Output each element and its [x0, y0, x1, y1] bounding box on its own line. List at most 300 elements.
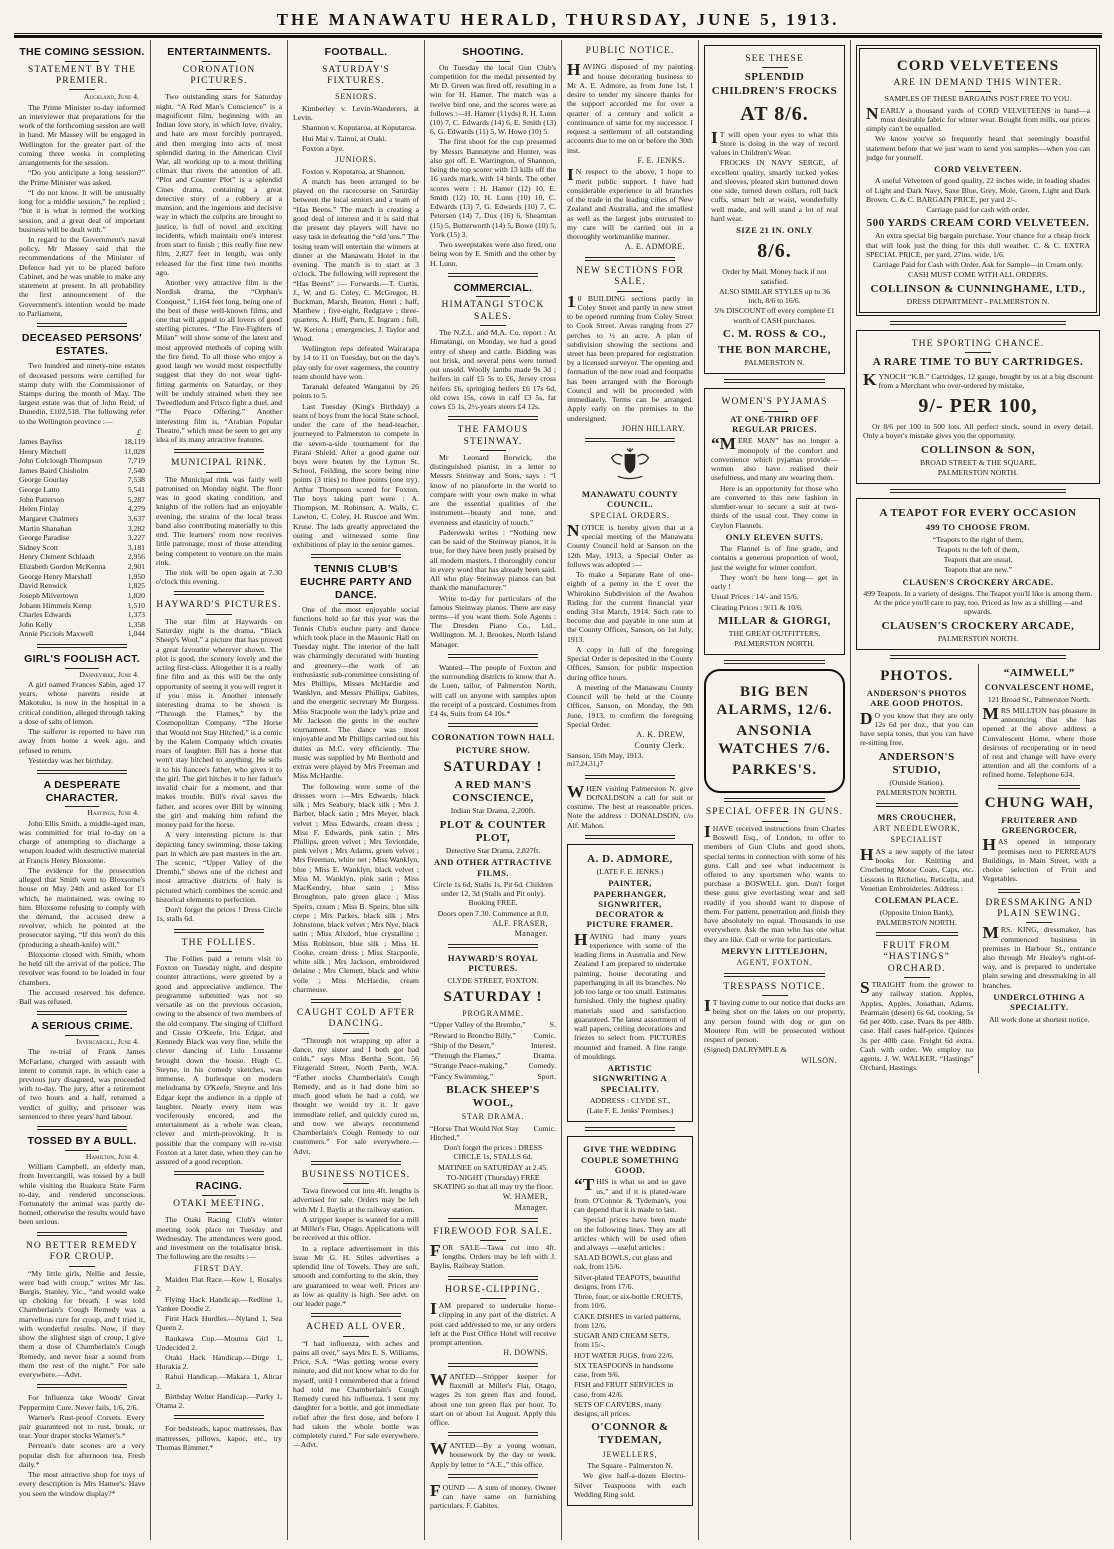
- centered-text: 121 Broad St., Palmerston North.: [987, 694, 1091, 704]
- ad-title: A. D. ADMORE,: [587, 852, 673, 865]
- program-film-title: “Strange Peace-making,”: [430, 1061, 508, 1071]
- paragraph: FOUND — A sum of money. Owner can have same on furnishing particulars. F. Gabites.: [430, 1480, 556, 1511]
- ad-title: MILLAR & GIORGI,: [718, 614, 831, 627]
- estate-name: George Paradise: [19, 533, 70, 543]
- centered-text: Carriage Paid for Cash with Order. Ask for Sample—in Cream only.: [872, 260, 1083, 270]
- article-kicker: A DESPERATE CHARACTER.: [19, 779, 145, 807]
- estate-name: John Colclough Thompson: [19, 456, 103, 466]
- article-separator: [448, 416, 539, 420]
- paragraph: Otaki Hack Handicap.—Dirge 1, Hurakia 2.: [156, 1353, 282, 1372]
- article-separator: [876, 932, 958, 936]
- paragraph: Last Tuesday (King's Birthday) a team of boys from the local State school, under the care of the head-teacher, journeyed to Palmerston to compete in the seven-a-side tournament for the Pirani Shield. After a good game our boys were beaten by the Lytton St. School, Feilding, the score being nine points (3 tries) to three points (one try). Arthur Thompson scored for Foxton. The boys taking part were : A. Thompson, M. Robinson, A. Walls, C. Lawton, C. Coley, H. Ruscoe and Wm. Kruse. The lads greatly appreciated the outing and witnessed some fine exhibitions of play in the senior games.: [293, 401, 419, 550]
- article-shooting: [430, 46, 556, 268]
- column-1: [14, 40, 151, 1540]
- ad-display-large: AT 8/6.: [740, 102, 809, 125]
- article-separator: [448, 944, 539, 948]
- article-kicker: ENTERTAINMENTS.: [156, 46, 282, 62]
- article-kicker: DECEASED PERSONS' ESTATES.: [19, 332, 145, 360]
- centered-text: PALMERSTON NORTH.: [734, 639, 815, 649]
- estate-value: 3,181: [127, 542, 145, 552]
- centered-text: Detective Star Drama, 2,827ft.: [445, 845, 541, 855]
- centered-text: (Outside Station).: [889, 778, 945, 788]
- article-serious-crime: [19, 1020, 145, 1121]
- article-heading: CAUGHT COLD AFTER DANCING.: [293, 1008, 419, 1034]
- estate-value: 1,044: [127, 629, 145, 639]
- centered-text: “Teapots to the right of them,: [932, 534, 1024, 544]
- article-separator: [37, 770, 128, 774]
- article-separator: [448, 1218, 539, 1222]
- paragraph: IT having come to our notice that ducks are being shot on the lakes on our property, any person found with dog or gun on Moutere Run will be prosecuted without respect of person.: [704, 996, 845, 1045]
- article-separator: [724, 798, 826, 802]
- ad-display-large: 8/6.: [757, 240, 792, 263]
- centered-text: PALMERSTON NORTH.: [937, 468, 1019, 477]
- paragraph: SUGAR AND CREAM SETS, from 15/-.: [574, 1331, 670, 1350]
- ad-title: A TEAPOT FOR EVERY OCCASION: [879, 507, 1077, 520]
- centered-text: PALMERSTON NORTH.: [876, 788, 957, 798]
- centered-text: Carriage paid for cash with order.: [926, 205, 1030, 215]
- article-separator: [37, 1126, 128, 1130]
- estate-name: Margaret Chalmers: [19, 513, 79, 523]
- program-line: [430, 1041, 556, 1050]
- estate-row: [19, 495, 145, 505]
- paragraph: Sanson, 15th May, 1913.: [567, 751, 644, 761]
- article-heading: OTAKI MEETING.: [156, 1199, 282, 1213]
- estate-row: [19, 552, 145, 562]
- article-kicker: A SERIOUS CRIME.: [19, 1020, 145, 1036]
- estate-name: George Latto: [19, 485, 60, 495]
- signature: H. DOWNS.: [503, 1348, 548, 1358]
- masthead-title: THE MANAWATU HERALD, THURSDAY, JUNE 5, 1913.: [276, 10, 840, 29]
- ad-heading: CLAUSEN'S CROCKERY ARCADE.: [902, 576, 1054, 587]
- article-business-notices: [293, 1170, 419, 1308]
- paragraph: A meeting of the Manawatu County Council will be held at the County Offices, Sanson, on Monday, the 9th June, 1913, to confirm the foregoing Special Order.: [567, 682, 693, 729]
- paragraph: IN respect to the above, I hope to merit public support. I have had considerable experience in all branches of the trade in the leading cities of New Zealand and Australia, and the smallest as well as the largest jobs entrusted to my care will be carried out in a thoroughly workmanlike manner.: [567, 165, 693, 241]
- centered-text: PALMERSTON N.: [744, 358, 805, 368]
- ad-heading: MERVYN LITTLEJOHN,: [721, 945, 828, 956]
- paragraph: 10 BUILDING sections partly in Coley Street and partly in new street to be opened running from Coley Street to Cook Street. Areas ranging from 27 perches to ½ an acre. A plan of subdivision showing the sections and street has been prepared for registration by a licensed surveyor. The opening and formation of the new road and footpaths has been arranged with the Borough Council and will be proceeded with immediately. Terms can be arranged. Apply early on the premises to the undersigned.: [567, 291, 693, 423]
- article-heading: HAYWARD'S PICTURES.: [156, 600, 282, 614]
- estate-value: 11,028: [124, 446, 145, 456]
- ad-heading: PICTURE SHOW.: [455, 744, 531, 755]
- paragraph: Usual Prices : 14/- and 15/6.: [711, 592, 799, 602]
- estate-value: 5,287: [127, 494, 145, 504]
- article-coming-session: [19, 46, 145, 318]
- article-haywards-pictures: [156, 600, 282, 923]
- paragraph: “I do not know. It will be unusually long for a middle session,” he replied ; “but it is what is termed the working session, and a great deal of important business will be dealt with.”: [19, 187, 145, 234]
- estate-name: Martin Shanahan: [19, 523, 72, 533]
- paragraph: “Through not wrapping up after a dance, my sister and I both got bad colds,” says Miss Bertha Scott, 56 Fitzgerald Street, North Perth, W.A. “Father stocks Chamberlain's Cough Remedy, and as it had done him so much good when he had a cold, we thought we would try it. It gave immediate relief, and quickly cured us, and now we always recommend Chamberlain's Cough Remedy to our customers.” For sale everywhere.—Advt.: [293, 1035, 419, 1156]
- article-separator: [37, 1011, 128, 1015]
- estate-name: Johann Himmels Kemp: [19, 600, 92, 610]
- paragraph: SETS OF CARVERS, many designs, all prices.: [574, 1399, 662, 1418]
- article-heading: SEE THESE: [711, 54, 838, 68]
- article-separator: [311, 1161, 402, 1165]
- paragraph: Bloxsome closed with Smith, whom he held till the arrival of the police. The revolver was found to be loaded in four chambers.: [19, 949, 145, 987]
- estate-row: [19, 572, 145, 582]
- paragraph: Clearing Prices : 9/11 & 10/6.: [711, 602, 803, 612]
- program-line: [430, 1031, 556, 1040]
- fine-print: m17,24,31,j7: [567, 761, 604, 769]
- article-separator: [37, 644, 128, 648]
- article-deceased-estates: [19, 332, 145, 639]
- article-the-follies: [156, 938, 282, 1167]
- paragraph: “My little girls, Nellie and Jessie, were bad with croup,” writes Mr Jas. Burgis, Stanley, Vic., “and would wake up choking for breath. I was told Chamberlain's Cough Remedy was a marvellous cure for croup, and I tried it, with wonderful results. Now, if they show the slightest sign of croup, I give them a dose of Chamberlain's Cough Remedy, and never hear a sound from them the rest of the night.” For sale everywhere.—Advt.: [19, 1268, 145, 1380]
- article-separator: [890, 655, 1066, 659]
- article-football: [293, 46, 419, 549]
- paragraph: Tawa firewood cut into 4ft. lengths is advertised for sale. Orders may be left with Mr J. Baylis at the railway station.: [293, 1186, 419, 1214]
- ad-cord-velveteens: [856, 45, 1100, 316]
- paragraph: The first shoot for the cup presented by Messrs Bannatyne and Hunter, was also got off. E. Warrington, of Shannon, being the top scorer with 13 kills off the 16 yards mark, with 14 birds. The other scores were : H. Hamer (12) 10, E. Smith (12) 10, H. Lunn (10) 10, C. Edwards (13) 7, G. Edwards (10) 7, C. Petersen (14) 7, Dux (16) 6, Shearman (15) 5, Butterworth (14) 5, Bowe (10) 5, York (15) 3.: [430, 137, 556, 239]
- estate-name: George Henry Marshall: [19, 571, 92, 581]
- paragraph: The Otaki Racing Club's winter meeting took place on Tuesday and Wednesday. The attendances were good, and investment on the totalisator brisk. The following are the results :—: [156, 1215, 282, 1262]
- centered-text: Doors open 7.30. Commence at 8.0.: [437, 908, 549, 918]
- article-separator: [448, 1276, 539, 1280]
- paragraph: “I had influenza, with aches and pains all over,” says Mrs E. S. Williams, Price, S.A. “Was getting worse every minute, and did not know what to do for myself, until I remembered that a friend had told me Chamberlain's Cough Remedy cured his influenza. I sent my daughter for a bottle, and got immediate relief after the first dose, and before I had taken the whole bottle was completely cured.” For sale everywhere.—Advt.: [293, 1338, 419, 1450]
- paragraph: Another very attractive film is the Nordisk drama, the “Orphan's Conquest,” 1,164 feet long, being one of the best of these well-known films, and one that will appeal to all lovers of good sterling pictures. “The Fire-Fighters of Milan” will show some of the latest and most approved methods of coping with the fire fiend. To all those who enjoy a good laugh we would most respectfully suggest that they do not wear tight-fitting garments on Saturday, or they will be unduly strained when they see Tweedledum and Frisco fight a duel, and “The Peace Offering.” Another interesting film is, “Arabian Popular Theatre,” which must be seen to get any idea of its many attractive features.: [156, 278, 282, 445]
- ad-heading: COLEMAN PLACE.: [874, 895, 959, 906]
- paragraph: STRAIGHT from the grower to any railway station. Apples, Apples, Apples, Jonathan, Adams, Pearmain (desert) 6s 6d, cooking, 5s 6d per 40lb. case. Pears 8s per 48lb. case. Half cases half-price. Quinces 3s per 40lb case. Freight 6d extra. Cash with order. We employ no agents. J. W. WALKER, “Hastings” Orchard, Hastings.: [860, 978, 974, 1073]
- program-film-genre: Comic.: [533, 1030, 556, 1040]
- ad-display: CHUNG WAH,: [984, 794, 1094, 811]
- ad-oconnor-tydeman: [567, 1136, 693, 1506]
- paragraph: Mr Leonard Borwick, the distinguished pianist, in a letter to Messrs Steinway and Sons, says : “I know of no pianoforte in the world to compare with your own make in what are the essential qualities of the instrument—beauty and tone, and evenness and elasticity of touch.”: [430, 453, 556, 527]
- article-separator: [174, 929, 265, 933]
- paragraph: Don't forget the prices ! Dress Circle 1s, stalls 6d.: [156, 905, 282, 924]
- centered-text: CLYDE STREET, FOXTON.: [447, 975, 539, 985]
- program-film-genre: S.: [549, 1020, 556, 1030]
- article-racing-otaki: [156, 1180, 282, 1410]
- ad-wanted-housework: [430, 1441, 556, 1469]
- ad-title: “AIMWELL”: [1003, 667, 1075, 680]
- estate-row: [19, 620, 145, 630]
- paragraph: MRS. KING, dressmaker, has commenced business in premises in Harbour St., entrance also through Mr Healey's right-of-way, and is prepared to undertake plain sewing and dressmaking in all branches.: [982, 923, 1096, 990]
- paragraph: Or 8/6 per 100 in 500 lots. All perfect stock, sound in every detail. Only a buyer's mistake gives you the opportunity.: [863, 422, 1093, 441]
- sub-heading: SENIORS.: [335, 92, 377, 102]
- paragraph: Shannon v. Koputaroa, at Koputaroa.: [302, 123, 417, 133]
- paragraph: WANTED—By a young woman, housework by the day or week. Apply by letter to “A.E.,” this office.: [430, 1439, 556, 1469]
- ad-title: BLACK SHEEP'S WOOL,: [446, 1083, 540, 1109]
- program-film-genre: Interest.: [531, 1040, 556, 1050]
- paragraph: The following were some of the dresses worn :—Mrs Edwards, black silk ; Mrs Seabury, black silk ; Mrs J. Barber, black satin ; Mrs Meyer, black velvet ; Miss Edwards, cream dress ; Miss F. Edwards, pink satin ; Mrs Phillips, green velvet ; Mrs Teviotdale, pink velvet ; Mrs Adams, green velvet ; Mrs Freeman, white net ; Miss Wanklyn, blue ; Miss E. Wanklyn, black velvet ; Miss M. Wanklyn, pink satin ; Miss MacKendry, blue satin ; Miss Broughton, pale green glace ; Miss Speirs, cream ; Miss B. Speirs, blue silk crepe ; Mrs Parkes, black silk ; Mrs Johnstone, black velvet ; Mrs Nye, black satin ; Miss Alxdorf, blue crystalline ; Miss Robinson, blue silk ; Miss H. Cooke, cream dress ; Miss Stacpoole, white silk ; Mrs Jackson, embroidered delaine ; Mrs Clemett, black and white voile ; Miss McHardie, cream charmeuse.: [293, 781, 419, 994]
- estate-name: James Baird Chisholm: [19, 465, 89, 475]
- ad-display-large: 9/- PER 100,: [918, 395, 1038, 418]
- estate-row: [19, 533, 145, 543]
- paragraph: FROCKS IN NAVY SERGE, of excellent quality, smartly tucked yokes and sleeves, pleated skirt buttoned down one side, turned down collars, roll back cuffs, smart belt at waist, wonderfully well made, and will stand a lot of real hard wear.: [711, 158, 838, 223]
- article-separator: [448, 273, 539, 277]
- paragraph: NOTICE is hereby given that at a special meeting of the Manawatu County Council held at Sanson on the 12th May, 1913, a Special Order as follows was adopted :—: [567, 520, 693, 569]
- estate-name: David Renwick: [19, 581, 68, 591]
- sub-heading: AGENT, FOXTON.: [736, 958, 813, 968]
- paragraph: The star film at Haywards on Saturday night is the drama, “Black Sheep's Wool,” a picture that has proved a great favourite wherever shown. The plot is good, the scenery lovely and the acting first-class. Altogether it is a really fine film and as this will be the only opportunity of seeing it you will regret it if you miss it. Another intensely interesting drama to be shown is “Through the Flames,” by the Cosmopolitan Company. “The Horse that Would not Stay Hitched,” is a comic by the Kalem Company which creates roars of laughter. Bill has a horse that won't stay hitched to anything. He sells it to his fiancee's father, who gives it to the girl. The girl hitches it to her father's invalid chair for a moment, and that makes trouble. Bill's rival saves the father, and scores over Bill by winning the girl and making him refund the money paid for the horse.: [156, 616, 282, 830]
- paragraph: Perreau's date scones are a very popular dish for afternoon tea. Fresh daily.*: [19, 1441, 145, 1469]
- paragraph: The most attractive shop for toys of every description is Mrs Hamer's. Have you seen the window display?*: [19, 1470, 145, 1498]
- article-heading: HORSE-CLIPPING.: [430, 1285, 556, 1299]
- article-heading: HIMATANGI STOCK SALES.: [430, 300, 556, 326]
- paragraph: For bedsteads, kapoc mattresses, flax mattresses, pillows, kapoc, etc., try Thomas Rimmer.*: [156, 1424, 282, 1452]
- sub-heading: FIRST DAY.: [194, 1263, 244, 1273]
- sub-heading: JEWELLERS,: [602, 1449, 658, 1459]
- column-3: [288, 40, 425, 1540]
- centered-text: THE GREAT OUTFITTERS,: [728, 628, 821, 638]
- article-kicker: FOOTBALL.: [293, 46, 419, 62]
- centered-text: Teapots that are usual,: [943, 555, 1013, 565]
- sub-heading: STAR DRAMA.: [461, 1112, 525, 1122]
- program-film-title: “Upper Valley of the Brembo,”: [430, 1020, 526, 1030]
- paragraph: Flying Hack Handicap.—Redline 1, Yankee Doodle 2.: [156, 1294, 282, 1313]
- ad-aimwell-home: [983, 667, 1097, 780]
- paragraph: Rahui Handicap.—Makara 1, Altcar 2.: [156, 1372, 282, 1391]
- paragraph: IHAVE received instructions from Charles Boswell Esq., of London, to offer to members of Gun Clubs and good shots, special terms in connection with some of his guns. Call and see what inducement is offered to any sportsmen who wants to purchase a BOSWELL gun. Don't forget these guns give everlasting wear and sell readily if you should want to dispose of them. For pattern, penetration and finish they have absolutely no equal. Thousands in use everywhere. Ask the man who has one what they are like. Call or write for particulars.: [704, 821, 845, 944]
- paragraph: One of the most enjoyable social functions held so far this year was the Tennis Club's euchre party and dance which took place in the Masonic Hall on Tuesday night. The interior of the hall was charmingly decorated with bunting and greenery—the work of an enthusiastic sub-committee consisting of Mrs Phillips, Misses McHardie and Wanklyn, and Messrs Phillips, Gabites, and the energetic secretary Mr Burgess. Miss Stacpoole won the lady's prize and Mr Jackson the gents in the euchre tournament. The dance was most enjoyable and Mr Phillips carried out his duties as M.C. very efficiently. The music was supplied by Mr Berthold and extras were played by Mrs Freeman and Miss McHardie.: [293, 605, 419, 781]
- centered-text: The Square - Palmerston N.: [587, 1461, 673, 1471]
- column-6: [699, 40, 851, 1540]
- program-line: [430, 1061, 556, 1070]
- ad-display: SATURDAY !: [443, 988, 543, 1005]
- paragraph: Raukawa Cup.—Moutoa Girl 1, Undecided 2.: [156, 1333, 282, 1352]
- paragraph: William Campbell, an elderly man, from Invercargill, was tossed by a bull while visiting the Ruakura State Farm to-day, and rendered unconscious. Fortunately the animal was partly de-horned, otherwise the results would have been serious.: [19, 1162, 145, 1227]
- centered-text: BROAD STREET & THE SQUARE,: [919, 457, 1037, 467]
- program-film-genre: Comic.: [533, 1123, 556, 1133]
- signature: Manager.: [514, 1203, 548, 1212]
- article-separator: [37, 323, 128, 327]
- article-separator: [890, 321, 1066, 325]
- ad-title: 500 YARDS CREAM CORD VELVETEEN.: [866, 217, 1090, 230]
- article-separator: [174, 591, 265, 595]
- article-desperate-character: [19, 779, 145, 1006]
- ad-display: CORD VELVETEENS: [896, 58, 1060, 74]
- centered-text: MATINEE on SATURDAY at 2.45.: [437, 1162, 549, 1172]
- paragraph: “THIS is what so and so gave us,” and if it is plated-ware from O'Connor & Tydeman's, you can depend that it is made to last.: [574, 1175, 686, 1215]
- article-heading: THE FOLLIES.: [156, 938, 282, 952]
- article-separator: [448, 1432, 539, 1436]
- signature: WILSON.: [801, 1055, 837, 1065]
- paragraph: Yesterday was her birthday.: [28, 755, 113, 765]
- estate-value: 7,538: [127, 475, 145, 485]
- program-film-genre: Comedy.: [528, 1061, 556, 1071]
- article-separator: [585, 438, 676, 442]
- ad-guns-offer: [704, 807, 845, 967]
- ad-found-money: [430, 1480, 556, 1511]
- article-heading: NEW SECTIONS FOR SALE.: [567, 266, 693, 292]
- centered-text: PALMERSTON NORTH.: [937, 633, 1019, 643]
- paragraph: In a replace advertisement in this issue Mr G. H. Stiles advertises a splendid line of Towels. They are soft, smooth and comforting to the skin, they are guaranteed to wear well. Prices are as low as quality is high. See advt. on our leader page.*: [293, 1243, 419, 1308]
- ad-donaldson: [567, 781, 693, 830]
- sub-column-left: [856, 664, 978, 1073]
- article-heading: CORONATION PICTURES.: [156, 65, 282, 91]
- ad-display: BIG BEN ALARMS, 12/6.: [716, 684, 833, 719]
- ad-haywards-royal: [430, 953, 556, 1213]
- paragraph: WHEN visiting Palmerston N. give DONALDSON a call for suit or costume. The best at reasonable prices. Note the address : DONALDSON, c/o Alf. Mahon.: [567, 781, 693, 830]
- centered-text: DRESS DEPARTMENT - PALMERSTON N.: [906, 296, 1050, 306]
- centered-text: CASH MUST COME WITH ALL ORDERS.: [908, 270, 1048, 280]
- estate-row: [19, 485, 145, 495]
- estate-value: 1,820: [127, 590, 145, 600]
- program-film-genre: Drama.: [533, 1051, 556, 1061]
- article-heading: STATEMENT BY THE PREMIER.: [19, 65, 145, 91]
- estate-name: Henry Mitchell: [19, 446, 67, 456]
- ad-childrens-frocks: [704, 45, 845, 374]
- signature: JOHN HILLARY.: [621, 423, 685, 433]
- centered-text: Teapots to the left of them,: [936, 544, 1020, 554]
- program-film-title: “Reward to Broncho Billy,”: [430, 1030, 516, 1040]
- article-separator: [311, 999, 402, 1003]
- estate-row: [19, 504, 145, 514]
- ad-title: A RARE TIME TO BUY CARTRIDGES.: [872, 356, 1084, 369]
- column-4: [425, 40, 562, 1540]
- ad-caught-cold: [293, 1008, 419, 1156]
- ad-heading: 499 TO CHOOSE FROM.: [925, 522, 1031, 533]
- article-heading: WOMEN'S PYJAMAS: [711, 397, 838, 411]
- article-heading: NO BETTER REMEDY FOR CROUP.: [19, 1241, 145, 1267]
- paragraph: To make a Separate Rate of one-eighth of a penny in the £ over the Whirokino Subdivision of the Awahou Riding for the current financial year ending 31st March, 1914. Such rate to become due and payable in one sum at the County Offices, Sanson, on 1st July, 1913.: [567, 570, 693, 644]
- dateline: Hastings, June 4.: [87, 808, 139, 818]
- article-girls-foolish-act: [19, 653, 145, 765]
- estate-value: 3,227: [127, 533, 145, 543]
- signature: W. HAMER,: [502, 1192, 548, 1202]
- estate-row: [19, 581, 145, 591]
- estate-value: 2,901: [127, 562, 145, 572]
- paragraph: A girl named Frances Sabin, aged 17 years, whose parents reside at Makotuku, is now in the hospital in a critical condition, alleged through taking a dose of salts of lemon.: [19, 680, 145, 726]
- estate-value: 1,950: [127, 571, 145, 581]
- article-separator: [311, 554, 402, 558]
- centered-text: (Late F. E. Jenks' Premises.): [586, 1106, 674, 1116]
- article-heading: TRESPASS NOTICE.: [704, 982, 845, 996]
- paragraph: An extra special big bargain purchase. Your chance for a cheap frock that will look just the thing for this dull weather. C. & C. EXTRA SPECIAL PRICE, per yard, 27ins. wide, 1/6.: [866, 231, 1090, 259]
- signature: F. E. JENKS.: [637, 155, 685, 165]
- ad-heading: GIVE THE WEDDING COUPLE SOMETHING GOOD.: [580, 1144, 680, 1176]
- estate-value: 2,956: [127, 552, 145, 562]
- estate-row: [19, 437, 145, 447]
- estate-row: [19, 466, 145, 476]
- ad-cartridges: [856, 330, 1100, 484]
- two-column-ads: [856, 664, 1100, 1073]
- ad-display: PHOTOS.: [880, 668, 954, 685]
- article-kicker: TENNIS CLUB'S EUCHRE PARTY AND DANCE.: [293, 563, 419, 604]
- ad-heading: CORD VELVETEEN.: [934, 164, 1022, 175]
- article-entertainments: [156, 46, 282, 444]
- paragraph: SIX TEASPOONS in handsome case, from 9/6.: [574, 1360, 674, 1380]
- ad-display: PARKES'S.: [732, 762, 817, 779]
- paragraph: HAS a new supply of the latest books for Knitting and Crocheting Motor Coats, Caps, etc. Lessons in Richelieu, Reticella, and Venetian Embroideries. Address :: [860, 845, 974, 893]
- paragraph: IT will open your eyes to what this Store is doing in the way of record values in Children's Wear.: [711, 127, 838, 158]
- sub-heading: PROGRAMME.: [462, 1008, 524, 1018]
- article-heading: BUSINESS NOTICES.: [293, 1170, 419, 1184]
- county-crest-icon: [607, 447, 653, 481]
- ad-heading: MRS CROUCHER,: [877, 811, 957, 822]
- paragraph: HAVING disposed of my painting and house decorating business to Mr A. E. Admore, as from June 1st, I desire to tender my sincere thanks for the support accorded me for over a quarter of a century and solicit a continuance of same for my successor. I request a settlement of all outstanding accounts due to me on or before the 30th inst.: [567, 60, 693, 155]
- article-separator: [37, 1384, 128, 1388]
- article-heading: THE FAMOUS STEINWAY.: [430, 425, 556, 451]
- ad-title: O'CONNOR & TYDEMAN,: [591, 1421, 669, 1447]
- paragraph: FOR SALE—Tawa cut into 4ft. lengths. Orders may be left with J. Baylis, Railway Station.: [430, 1240, 556, 1271]
- ad-heading: MANAWATU COUNTY COUNCIL.: [581, 488, 679, 509]
- signature: A. K. DREW,: [636, 730, 685, 740]
- article-heading: FRUIT FROM “HASTINGS” ORCHARD.: [860, 941, 974, 978]
- estate-name: Henry Clement Schlaadt: [19, 552, 95, 562]
- paragraph: Two hundred and ninety-nine estates of deceased persons were certified for stamp duty with the Commissioner of Stamps during the month of May. The largest estate was that of John Reid, of Dunedin, £102,518. The following refer to the Wellington province :—: [19, 361, 145, 426]
- estate-value: 7,719: [127, 456, 145, 466]
- ad-display: SATURDAY !: [443, 758, 543, 775]
- sub-heading: ART NEEDLEWORK,: [873, 823, 961, 833]
- paragraph: (Signed) DALRYMPLE &: [704, 1045, 787, 1055]
- ad-womens-pyjamas: [704, 388, 845, 655]
- estate-row: [19, 524, 145, 534]
- sub-column-right: [978, 664, 1101, 1073]
- article-municipal-rink: [156, 458, 282, 586]
- ad-wanted-stripper: [430, 1369, 556, 1428]
- program-line: [430, 1051, 556, 1060]
- estate-name: Charles Edwards: [19, 610, 72, 620]
- article-kicker: COMMERCIAL.: [430, 282, 556, 298]
- program-line: [430, 1124, 556, 1142]
- paragraph: CAKE DISHES in varied patterns, from 12/6.: [574, 1311, 681, 1330]
- column-2: [151, 40, 288, 1540]
- paragraph: A copy in full of the foregoing Special Order is deposited in the County Offices, Sanson, for public inspection during office hours.: [567, 644, 693, 682]
- article-separator: [585, 1127, 676, 1131]
- article-separator: [724, 973, 826, 977]
- paragraph: NEARLY a thousand yards of CORD VELVETEENS in hand—a most desirable fabric for winter wear. Bought from mills, our prices simply can't be equalled.: [866, 103, 1090, 134]
- paragraph: Wanted—The people of Foxton and the surrounding districts to know that A. de Luen, tailor, of Palmerston North, will call on anyone with samples upon the receipt of a postcard. Costumes from £4 4s, Suits from £4 10s.*: [430, 662, 556, 719]
- article-separator: [174, 1171, 265, 1175]
- centered-text: SAMPLES OF THESE BARGAINS POST FREE TO YOU.: [884, 94, 1072, 104]
- paragraph: “Do you anticipate a long session?” the Prime Minister was asked.: [19, 168, 145, 187]
- dateline: Auckland, June 4.: [83, 92, 139, 102]
- paragraph: Silver-plated TEAPOTS, beautiful designs, from 17/6.: [574, 1272, 681, 1291]
- article-separator: [890, 489, 1066, 493]
- paragraph: HOT WATER JUGS, from 22/6.: [574, 1350, 674, 1360]
- signature: Manager.: [514, 929, 548, 939]
- notice-new-sections: [567, 266, 693, 434]
- estate-name: Annie Picciols Maxwell: [19, 629, 94, 639]
- paragraph: We give half-a-dozen Electro-Silver Teaspoons with each Wedding Ring sold.: [574, 1471, 686, 1499]
- estate-value: 3,282: [127, 523, 145, 533]
- table-header: £: [136, 426, 141, 437]
- ad-small-notices: [19, 1393, 145, 1498]
- paragraph: DO you know that they are only 12s 6d per doz., that you can have sepia tones, that you can have re-sitting free.: [860, 708, 974, 748]
- paragraph: Warner's Rust-proof Corsets. Every pair guaranteed not to rust, break, or tear. Your draper stocks Warner's.*: [19, 1412, 145, 1441]
- paragraph: The re-trial of Frank James McFarlane, charged with assault with intent to commit rape, in which case a previous jury disagreed, was proceeded with to-day. The jury, after a retirement of two hours and a half, returned a verdict of guilty, and prisoner was sentenced to three years' hard labour.: [19, 1047, 145, 1121]
- article-separator: [174, 1415, 265, 1419]
- ad-heading: AT ONE-THIRD OFF REGULAR PRICES.: [730, 413, 819, 435]
- signature: County Clerk.: [634, 740, 685, 750]
- article-heading: MUNICIPAL RINK.: [156, 458, 282, 472]
- paragraph: The Flannel is of fine grade, and contains a generous proportion of wool, just the weight for winter comfort.: [711, 544, 838, 572]
- paragraph: The Prime Minister to-day informed an interviewer that preparations for the work of the forthcoming session are well in hand. Mr Massey will be engaged in Wellington for the greater part of the coming three weeks in completing arrangements for the session.: [19, 102, 145, 168]
- paragraph: In regard to the Government's naval policy, Mr Massey said that the recommendations of the Minister of Defence had yet to be placed before Cabinet, and he was unable to make any statement at present. In all probability the first announcement of the Government's intention would be made to Parliament,: [19, 235, 145, 318]
- sub-heading: SPECIALIST: [890, 835, 943, 845]
- article-separator: [724, 379, 826, 383]
- paragraph: They won't be here long— get in early !: [711, 572, 838, 592]
- estate-value: 18,119: [124, 436, 145, 446]
- estate-row: [19, 456, 145, 466]
- paragraph: The Follies paid a return visit to Foxton on Tuesday night, and despite counter attractions, were greeted by a good and appreciative audience. The programme submitted was not so versatile as on the previous occasion, owing to the absence of two members of the old company. The singing of Clifford and Cissie O'Keefe, Iris Edgar, and Kennedy Black was very fine, while the clever dancing of Lulu Lussanne brought down the house. Hugh C. Steyne, in his comedy sketches, was immense. A burlesque on modern melodrama by O'Keefe, Steyne and Iris Edgar kept the audience in a ripple of laughter. Nearly every item was vociferously encored, and the entertainment as a whole was clean, clever and mirth-provoking. It is possible that the company will re-visit Foxton at a later date, when they can be assured of a good reception.: [156, 954, 282, 1167]
- centered-text: Teapots that are new.”: [943, 565, 1013, 575]
- article-separator: [876, 803, 958, 807]
- estate-value: 7,540: [127, 465, 145, 475]
- ad-parkes: [704, 669, 845, 793]
- estate-name: Sidney Scott: [19, 542, 59, 552]
- ad-thomas-rimmer: [156, 1424, 282, 1452]
- article-kicker: TOSSED BY A BULL.: [19, 1135, 145, 1151]
- paragraph: We know you've so frequently heard that seemingly boastful statement before that we just want to send you samples—when you can judge for yourself.: [866, 134, 1090, 162]
- article-separator: [998, 785, 1080, 789]
- article-separator: [448, 1474, 539, 1478]
- estate-name: James Bayliss: [19, 436, 63, 446]
- paragraph: Here is an opportunity for those who are converted to this new fashion in slumber-wear to secure a suit at two-thirds of the usual cost. They come in Ceylon Flannels.: [711, 483, 838, 530]
- estate-value: 1,510: [127, 600, 145, 610]
- centered-text: ADDRESS : CLYDE ST.,: [589, 1095, 671, 1105]
- program-film-title: “Fancy Swimming,”: [430, 1071, 494, 1081]
